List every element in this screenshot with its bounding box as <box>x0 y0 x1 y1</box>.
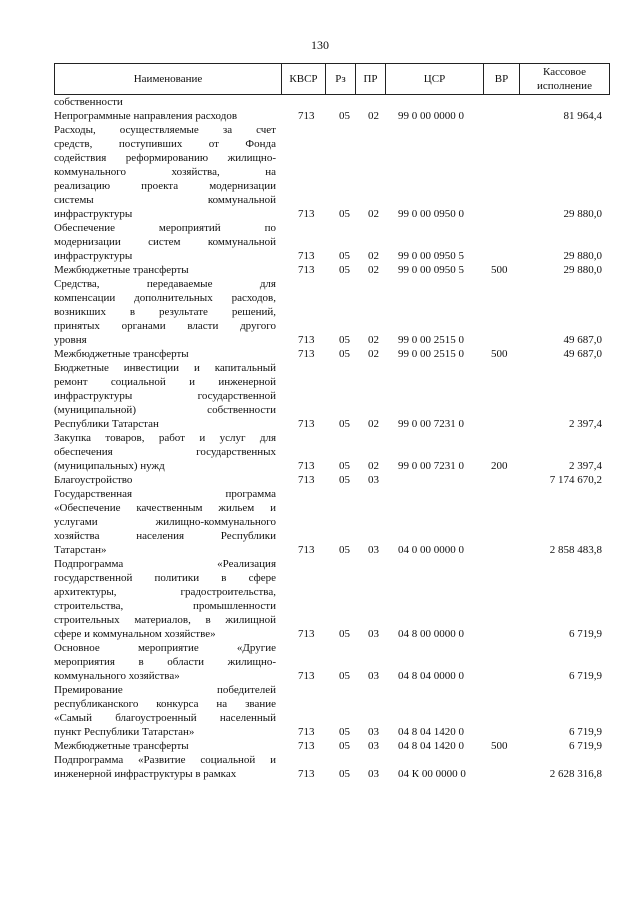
cell-pr: 02 <box>368 334 379 346</box>
cell-rz: 05 <box>339 250 350 262</box>
cell-pr: 02 <box>368 418 379 430</box>
row-name <box>54 347 276 361</box>
row-name-line: модернизации систем коммунальной <box>54 236 276 248</box>
row-name-line: Бюджетные инвестиции и капитальный <box>54 362 276 374</box>
table-row <box>54 739 614 753</box>
row-name-line: (муниципальных) нужд <box>54 460 165 472</box>
cell-csr: 04 8 04 0000 0 <box>398 670 464 682</box>
row-name-line: услугами жилищно-коммунального <box>54 516 276 528</box>
cell-rz: 05 <box>339 418 350 430</box>
row-name-line: Подпрограмма «Реализация <box>54 558 276 570</box>
cell-rz: 05 <box>339 110 350 122</box>
cell-sum: 29 880,0 <box>563 208 602 220</box>
cell-sum: 6 719,9 <box>569 628 602 640</box>
cell-rz: 05 <box>339 348 350 360</box>
page-number: 130 <box>311 38 329 52</box>
row-name <box>54 557 276 641</box>
row-name <box>54 431 276 473</box>
table-row <box>54 431 614 473</box>
row-name-line: Подпрограмма «Развитие социальной и <box>54 754 276 766</box>
cell-kvsr: 713 <box>298 348 315 360</box>
cell-pr: 03 <box>368 726 379 738</box>
cell-sum: 6 719,9 <box>569 726 602 738</box>
table-row <box>54 473 614 487</box>
cell-sum: 2 858 483,8 <box>549 544 602 556</box>
cell-kvsr: 713 <box>298 418 315 430</box>
cell-csr: 99 0 00 0950 0 <box>398 208 464 220</box>
header-kvsr: КВСР <box>282 64 326 94</box>
cell-vr: 500 <box>491 348 508 360</box>
row-name-line: средств, поступивших от Фонда <box>54 138 276 150</box>
row-name-line: обеспечения государственных <box>54 446 276 458</box>
cell-kvsr: 713 <box>298 474 315 486</box>
cell-pr: 03 <box>368 740 379 752</box>
cell-pr: 03 <box>368 768 379 780</box>
table-row <box>54 487 614 557</box>
row-name-line: Межбюджетные трансферты <box>54 348 189 360</box>
cell-csr: 04 К 00 0000 0 <box>398 768 466 780</box>
row-name-line: инфраструктуры <box>54 208 133 220</box>
row-name-line: Обеспечение мероприятий по <box>54 222 276 234</box>
row-name-line: коммунального хозяйства» <box>54 670 180 682</box>
cell-kvsr: 713 <box>298 670 315 682</box>
row-name-line: Государственная программа <box>54 488 276 500</box>
cell-rz: 05 <box>339 670 350 682</box>
cell-csr: 99 0 00 2515 0 <box>398 334 464 346</box>
row-name-line: содействия реформированию жилищно- <box>54 152 276 164</box>
cell-csr: 04 8 04 1420 0 <box>398 740 464 752</box>
cell-sum: 49 687,0 <box>563 334 602 346</box>
cell-csr: 99 0 00 2515 0 <box>398 348 464 360</box>
cell-sum: 49 687,0 <box>563 348 602 360</box>
cell-rz: 05 <box>339 628 350 640</box>
row-name-line: Межбюджетные трансферты <box>54 740 189 752</box>
row-name <box>54 123 276 221</box>
row-name-line: «Самый благоустроенный населенный <box>54 712 276 724</box>
table-row <box>54 641 614 683</box>
row-name <box>54 95 276 109</box>
cell-pr: 02 <box>368 250 379 262</box>
cell-csr: 99 0 00 0950 5 <box>398 264 464 276</box>
cell-pr: 02 <box>368 110 379 122</box>
cell-kvsr: 713 <box>298 334 315 346</box>
cell-sum: 6 719,9 <box>569 740 602 752</box>
cell-rz: 05 <box>339 334 350 346</box>
cell-pr: 02 <box>368 460 379 472</box>
cell-sum: 2 397,4 <box>569 460 602 472</box>
row-name-line: республиканского конкурса на звание <box>54 698 276 710</box>
cell-rz: 05 <box>339 460 350 472</box>
row-name-line: принятых органами власти другого <box>54 320 276 332</box>
cell-rz: 05 <box>339 768 350 780</box>
table-row <box>54 753 614 781</box>
cell-vr: 500 <box>491 740 508 752</box>
row-name-line: Расходы, осуществляемые за счет <box>54 124 276 136</box>
header-vr: ВР <box>484 64 520 94</box>
cell-sum: 29 880,0 <box>563 250 602 262</box>
row-name <box>54 263 276 277</box>
table-row <box>54 123 614 221</box>
row-name-line: инфраструктуры государственной <box>54 390 276 402</box>
row-name-line: Средства, передаваемые для <box>54 278 276 290</box>
cell-rz: 05 <box>339 208 350 220</box>
row-name-line: «Обеспечение качественным жильем и <box>54 502 276 514</box>
row-name-line: инженерной инфраструктуры в рамках <box>54 768 237 780</box>
cell-csr: 99 0 00 0000 0 <box>398 110 464 122</box>
table-row <box>54 95 614 109</box>
cell-kvsr: 713 <box>298 460 315 472</box>
cell-kvsr: 713 <box>298 264 315 276</box>
cell-csr: 04 0 00 0000 0 <box>398 544 464 556</box>
header-rz: Рз <box>326 64 356 94</box>
cell-rz: 05 <box>339 726 350 738</box>
row-name <box>54 277 276 347</box>
cell-kvsr: 713 <box>298 250 315 262</box>
row-name-line: инфраструктуры <box>54 250 133 262</box>
row-name-line: Непрограммные направления расходов <box>54 110 238 122</box>
cell-kvsr: 713 <box>298 768 315 780</box>
row-name-line: собственности <box>54 96 123 108</box>
row-name-line: Благоустройство <box>54 474 133 486</box>
row-name <box>54 683 276 739</box>
cell-kvsr: 713 <box>298 208 315 220</box>
header-name: Наименование <box>55 64 282 94</box>
cell-kvsr: 713 <box>298 740 315 752</box>
row-name <box>54 753 276 781</box>
table-row <box>54 347 614 361</box>
row-name-line: компенсации дополнительных расходов, <box>54 292 276 304</box>
cell-kvsr: 713 <box>298 544 315 556</box>
cell-vr: 200 <box>491 460 508 472</box>
cell-kvsr: 713 <box>298 628 315 640</box>
table-row <box>54 361 614 431</box>
row-name-line: реализацию проекта модернизации <box>54 180 276 192</box>
row-name-line: Республики Татарстан <box>54 418 159 430</box>
table-body <box>54 95 614 781</box>
row-name-line: ремонт социальной и инженерной <box>54 376 276 388</box>
table-row <box>54 221 614 263</box>
cell-pr: 03 <box>368 628 379 640</box>
row-name <box>54 109 276 123</box>
cell-sum: 2 397,4 <box>569 418 602 430</box>
cell-pr: 02 <box>368 208 379 220</box>
row-name-line: строительных материалов, в жилищной <box>54 614 276 626</box>
row-name-line: Премирование победителей <box>54 684 276 696</box>
row-name-line: Закупка товаров, работ и услуг для <box>54 432 276 444</box>
table-row <box>54 277 614 347</box>
cell-csr: 04 8 04 1420 0 <box>398 726 464 738</box>
cell-vr: 500 <box>491 264 508 276</box>
cell-sum: 6 719,9 <box>569 670 602 682</box>
cell-csr: 04 8 00 0000 0 <box>398 628 464 640</box>
cell-csr: 99 0 00 0950 5 <box>398 250 464 262</box>
cell-sum: 7 174 670,2 <box>549 474 602 486</box>
cell-pr: 02 <box>368 264 379 276</box>
header-sum <box>520 64 609 94</box>
cell-kvsr: 713 <box>298 726 315 738</box>
row-name-line: архитектуры, градостроительства, <box>54 586 276 598</box>
cell-pr: 03 <box>368 474 379 486</box>
header-csr: ЦСР <box>386 64 484 94</box>
table-header <box>54 63 610 95</box>
cell-rz: 05 <box>339 544 350 556</box>
cell-rz: 05 <box>339 264 350 276</box>
row-name-line: государственной политики в сфере <box>54 572 276 584</box>
cell-csr: 99 0 00 7231 0 <box>398 418 464 430</box>
row-name <box>54 641 276 683</box>
cell-sum: 2 628 316,8 <box>549 768 602 780</box>
cell-sum: 81 964,4 <box>563 110 602 122</box>
row-name-line: Межбюджетные трансферты <box>54 264 189 276</box>
table-row <box>54 263 614 277</box>
cell-pr: 03 <box>368 544 379 556</box>
row-name-line: мероприятия в области жилищно- <box>54 656 276 668</box>
table-row <box>54 109 614 123</box>
row-name-line: коммунального хозяйства, на <box>54 166 276 178</box>
header-pr: ПР <box>356 64 386 94</box>
row-name-line: хозяйства населения Республики <box>54 530 276 542</box>
cell-kvsr: 713 <box>298 110 315 122</box>
row-name-line: пункт Республики Татарстан» <box>54 726 195 738</box>
row-name-line: Основное мероприятие «Другие <box>54 642 276 654</box>
table-row <box>54 557 614 641</box>
cell-rz: 05 <box>339 740 350 752</box>
cell-csr: 99 0 00 7231 0 <box>398 460 464 472</box>
header-sum-line2: исполнение <box>537 80 592 92</box>
row-name-line: Татарстан» <box>54 544 107 556</box>
row-name-line: строительства, промышленности <box>54 600 276 612</box>
cell-sum: 29 880,0 <box>563 264 602 276</box>
row-name <box>54 739 276 753</box>
row-name <box>54 473 276 487</box>
row-name-line: уровня <box>54 334 87 346</box>
row-name-line: (муниципальной) собственности <box>54 404 276 416</box>
cell-pr: 03 <box>368 670 379 682</box>
cell-rz: 05 <box>339 474 350 486</box>
row-name <box>54 487 276 557</box>
cell-pr: 02 <box>368 348 379 360</box>
row-name-line: системы коммунальной <box>54 194 276 206</box>
row-name-line: сфере и коммунальном хозяйстве» <box>54 628 216 640</box>
row-name-line: возникших в результате решений, <box>54 306 276 318</box>
row-name <box>54 221 276 263</box>
header-sum-line1: Кассовое <box>543 66 586 78</box>
table-row <box>54 683 614 739</box>
row-name <box>54 361 276 431</box>
